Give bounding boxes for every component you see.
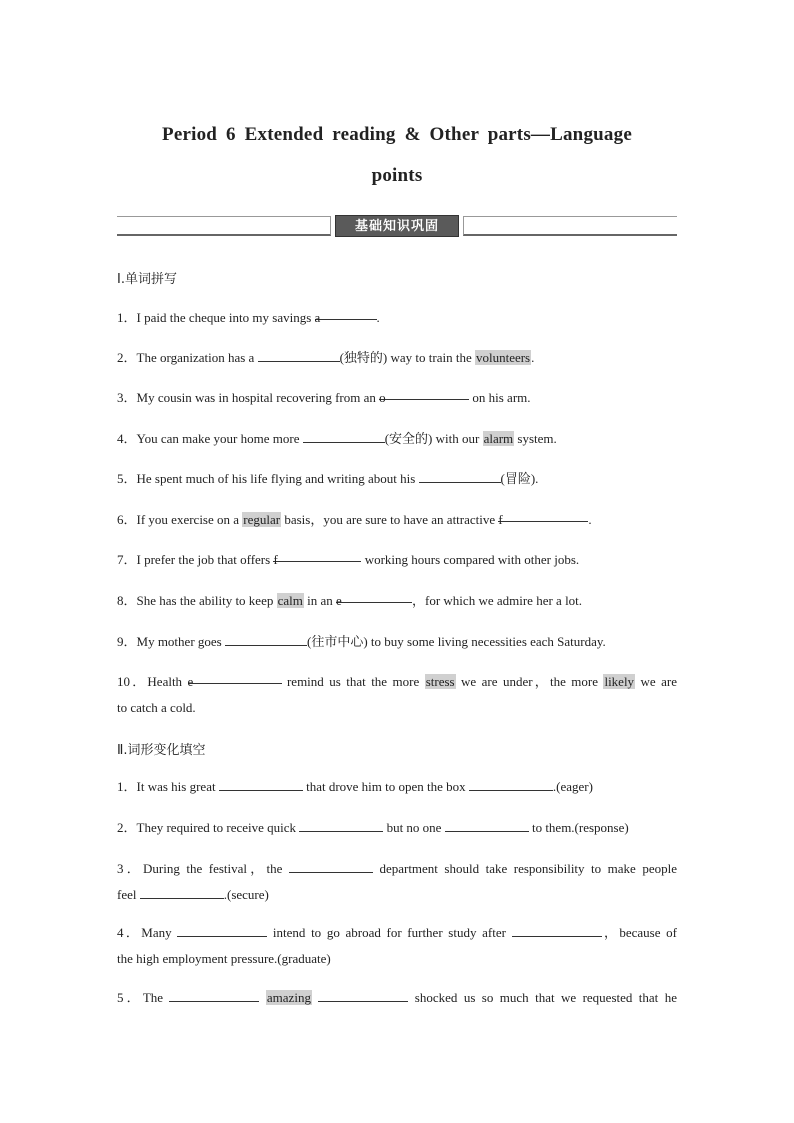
answer-blank[interactable]: o: [379, 385, 469, 400]
highlighted-word: regular: [243, 512, 281, 527]
banner-left-rule: [117, 216, 331, 236]
highlighted-word: calm: [277, 593, 303, 608]
question-2-3: 3．During the festival，the department should take responsibility to make people: [117, 856, 677, 882]
answer-blank[interactable]: a: [315, 305, 377, 320]
answer-blank[interactable]: [177, 922, 267, 937]
highlighted-word: likely: [604, 674, 635, 689]
answer-blank[interactable]: e: [336, 588, 412, 603]
answer-blank[interactable]: [219, 776, 303, 791]
answer-blank[interactable]: [225, 631, 307, 646]
highlighted-word: amazing: [266, 990, 311, 1005]
answer-blank[interactable]: [303, 428, 385, 443]
question-2-4: 4．Many intend to go abroad for further study after ，because of: [117, 920, 677, 946]
question-7: 7．I prefer the job that offers f working hours compared with other jobs.: [117, 547, 677, 573]
question-2-1: 1．It was his great that drove him to open the box .(eager): [117, 774, 677, 800]
highlighted-word: stress: [425, 674, 455, 689]
answer-blank[interactable]: [299, 817, 383, 832]
answer-blank[interactable]: [469, 776, 553, 791]
question-10-continued: to catch a cold.: [117, 700, 196, 715]
highlighted-word: alarm: [483, 431, 514, 446]
answer-blank[interactable]: [289, 858, 373, 873]
answer-blank[interactable]: [169, 987, 259, 1002]
section-banner: [117, 215, 677, 239]
question-2-2: 2．They required to receive quick but no one to them.(response): [117, 815, 677, 841]
section-heading-spelling: Ⅰ.单词拼写: [117, 272, 177, 287]
question-3: 3．My cousin was in hospital recovering from an o on his arm.: [117, 385, 677, 411]
banner-right-rule: [463, 216, 677, 236]
question-9: 9．My mother goes (往市中心) to buy some living necessities each Saturday.: [117, 629, 677, 655]
answer-blank[interactable]: [419, 468, 501, 483]
question-2-3-continued: feel .(secure): [117, 882, 677, 908]
section-heading-word-forms: Ⅱ.词形变化填空: [117, 743, 206, 758]
page-title: Period 6 Extended reading & Other parts—Language: [162, 124, 632, 145]
question-2: 2．The organization has a (独特的) way to train the volunteers.: [117, 345, 677, 371]
answer-blank[interactable]: [258, 347, 340, 362]
highlighted-word: volunteers: [475, 350, 531, 365]
question-1: 1．I paid the cheque into my savings a .: [117, 305, 677, 331]
answer-blank[interactable]: e: [188, 669, 282, 684]
banner-label: 基础知识巩固: [335, 215, 459, 237]
question-2-4-continued: the high employment pressure.(graduate): [117, 951, 331, 966]
question-2-5: 5．The amazing shocked us so much that we requested that he: [117, 985, 677, 1011]
answer-blank[interactable]: f: [498, 507, 588, 522]
question-6: 6．If you exercise on a regular basis，you are sure to have an attractive f .: [117, 507, 677, 533]
answer-blank[interactable]: [140, 884, 224, 899]
question-8: 8．She has the ability to keep calm in an e ，for which we admire her a lot.: [117, 588, 677, 614]
question-10: 10．Health e remind us that the more stress we are under，the more likely we are: [117, 669, 677, 695]
answer-blank[interactable]: [512, 922, 602, 937]
page-title-continued: points: [371, 165, 423, 186]
question-5: 5．He spent much of his life flying and writing about his (冒险).: [117, 466, 677, 492]
answer-blank[interactable]: [445, 817, 529, 832]
question-4: 4．You can make your home more (安全的) with our alarm system.: [117, 426, 677, 452]
answer-blank[interactable]: [318, 987, 408, 1002]
answer-blank[interactable]: f: [273, 547, 361, 562]
